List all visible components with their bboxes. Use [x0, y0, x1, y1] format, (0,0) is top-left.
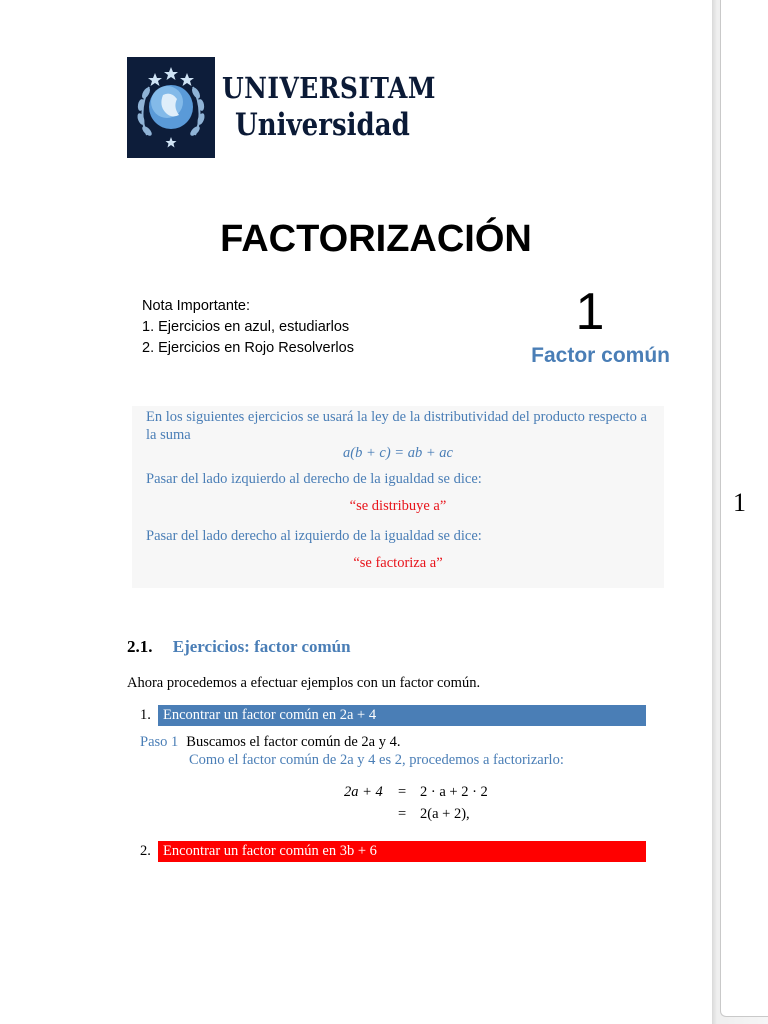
note-heading: Nota Importante: [142, 298, 250, 314]
exercise-1-number: 1. [140, 707, 151, 723]
box-intro-line: En los siguientes ejercicios se usará la ley de la distributividad del producto respecto a [146, 409, 647, 425]
intro-paragraph: Ahora procedemos a efectuar ejemplos con un factor común. [127, 675, 481, 691]
globe-laurel-icon [127, 57, 215, 158]
exercise-2-number: 2. [140, 843, 151, 859]
section-number: 2.1. [127, 637, 153, 656]
equation-row-2: 2(a + 2), [420, 806, 470, 822]
equation-lhs: 2a + 4 [344, 784, 383, 800]
exercise-2-bar: Encontrar un factor común en 3b + 6 [158, 841, 646, 862]
distributive-law-box [132, 406, 664, 588]
logo-text-universitam: UNIVERSITAM [222, 71, 436, 105]
step-1 [140, 734, 401, 751]
distributive-formula: a(b + c) = ab + ac [343, 445, 453, 461]
step-1-label: Paso 1 [140, 734, 179, 750]
equation-equals-1: = [398, 784, 407, 800]
section-title: Ejercicios: factor común [172, 637, 351, 656]
page-number: 1 [733, 488, 746, 517]
note-line-2: 2. Ejercicios en Rojo Resolverlos [142, 340, 354, 356]
logo-text-universidad: Universidad [235, 107, 410, 143]
step-1-text: Buscamos el factor común de 2a y 4. [186, 734, 401, 750]
exercise-1-bar: Encontrar un factor común en 2a + 4 [158, 705, 646, 726]
step-1-explanation: Como el factor común de 2a y 4 es 2, procedemos a factorizarlo: [189, 752, 564, 768]
university-logo [127, 57, 457, 158]
equation-row-1: 2 · a + 2 · 2 [420, 784, 488, 800]
quote-distribuye: “se distribuye a” [349, 498, 447, 514]
box-right-to-left: Pasar del lado derecho al izquierdo de la igualdad se dice: [146, 528, 482, 544]
chapter-number: 1 [575, 283, 605, 341]
box-left-to-right: Pasar del lado izquierdo al derecho de la igualdad se dice: [146, 471, 482, 487]
note-line-1: 1. Ejercicios en azul, estudiarlos [142, 319, 350, 335]
chapter-title: Factor común [531, 344, 670, 367]
quote-factoriza: “se factoriza a” [353, 555, 443, 571]
page-title: FACTORIZACIÓN [220, 218, 532, 260]
box-intro-line-2: la suma [146, 427, 191, 443]
important-note [142, 296, 354, 359]
section-heading [127, 637, 351, 657]
equation-equals-2: = [398, 806, 407, 822]
